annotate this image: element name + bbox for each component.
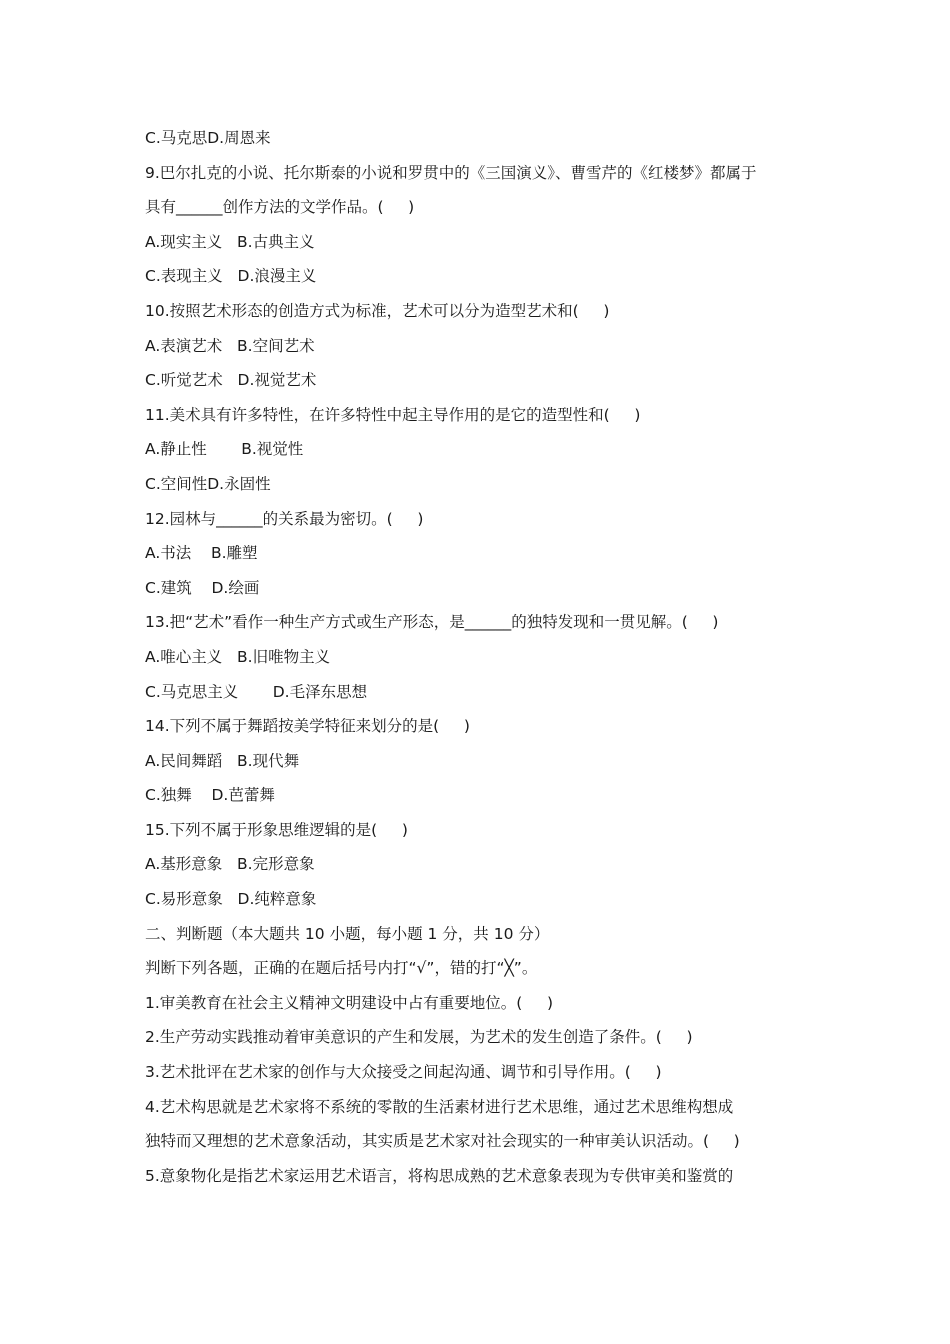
question-line: 5.意象物化是指艺术家运用艺术语言，将构思成熟的艺术意象表现为专供审美和鉴赏的 — [145, 1166, 734, 1185]
section-heading: 二、判断题（本大题共 10 小题，每小题 1 分，共 10 分） — [145, 924, 550, 943]
option-line: C.马克思D.周恩来 — [145, 129, 271, 147]
question-line: 12.园林与______的关系最为密切。( ) — [145, 509, 424, 528]
option-line: A.唯心主义 B.旧唯物主义 — [145, 647, 331, 666]
question-line: 11.美术具有许多特性，在许多特性中起主导作用的是它的造型性和( ) — [145, 405, 641, 424]
section-instruction: 判断下列各题，正确的在题后括号内打“√”，错的打“╳”。 — [145, 959, 538, 978]
question-line: 3.艺术批评在艺术家的创作与大众接受之间起沟通、调节和引导作用。( ) — [145, 1063, 662, 1082]
option-line: A.基形意象 B.完形意象 — [145, 855, 315, 874]
question-line: 2.生产劳动实践推动着审美意识的产生和发展，为艺术的发生创造了条件。( ) — [145, 1028, 693, 1047]
option-line: C.空间性D.永固性 — [145, 474, 271, 493]
question-line: 15.下列不属于形象思维逻辑的是( ) — [145, 820, 408, 839]
question-line: 14.下列不属于舞蹈按美学特征来划分的是( ) — [145, 717, 470, 736]
question-line: 10.按照艺术形态的创造方式为标准，艺术可以分为造型艺术和( ) — [145, 301, 610, 320]
option-line: C.马克思主义 D.毛泽东思想 — [145, 682, 368, 701]
option-line: A.民间舞蹈 B.现代舞 — [145, 751, 300, 770]
question-line: 4.艺术构思就是艺术家将不系统的零散的生活素材进行艺术思维，通过艺术思维构想成 — [145, 1097, 734, 1116]
question-line: 独特而又理想的艺术意象活动，其实质是艺术家对社会现实的一种审美认识活动。( ) — [145, 1132, 740, 1151]
question-line: 13.把“艺术”看作一种生产方式或生产形态，是______的独特发现和一贯见解。( ) — [145, 613, 719, 632]
document-page — [145, 121, 810, 1193]
option-line: C.听觉艺术 D.视觉艺术 — [145, 371, 317, 390]
option-line: A.静止性 B.视觉性 — [145, 440, 304, 459]
question-line: 具有______创作方法的文学作品。( ) — [145, 198, 415, 217]
option-line: A.书法 B.雕塑 — [145, 544, 258, 563]
question-line: 9.巴尔扎克的小说、托尔斯泰的小说和罗贯中的《三国演义》、曹雪芹的《红楼梦》都属于 — [145, 163, 757, 182]
option-line: C.表现主义 D.浪漫主义 — [145, 267, 317, 286]
option-line: A.表演艺术 B.空间艺术 — [145, 336, 315, 355]
option-line: C.建筑 D.绘画 — [145, 578, 260, 597]
option-line: C.独舞 D.芭蕾舞 — [145, 786, 275, 805]
question-line: 1.审美教育在社会主义精神文明建设中占有重要地位。( ) — [145, 993, 554, 1012]
option-line: C.易形意象 D.纯粹意象 — [145, 890, 317, 909]
option-line: A.现实主义 B.古典主义 — [145, 232, 315, 251]
